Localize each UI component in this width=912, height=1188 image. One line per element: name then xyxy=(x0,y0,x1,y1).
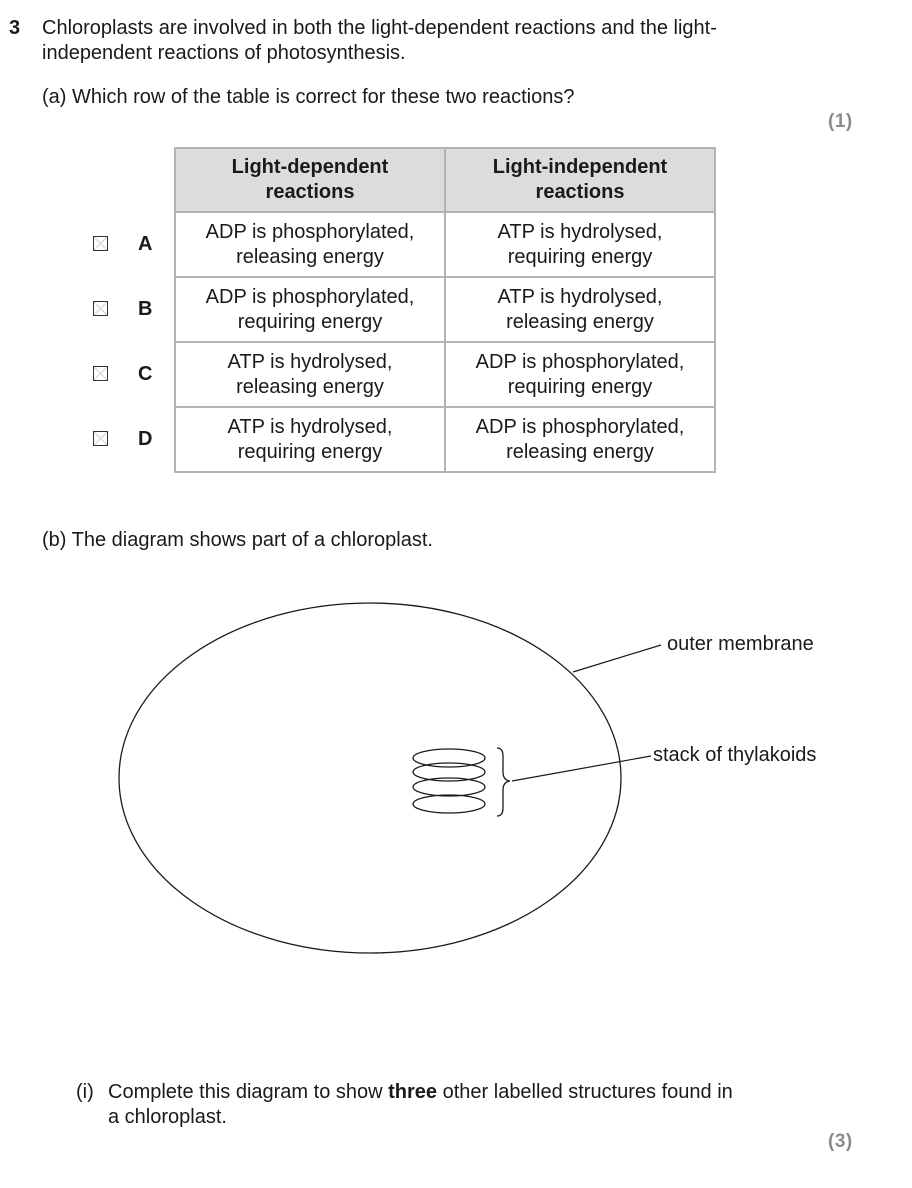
thylakoid-disc xyxy=(413,749,485,767)
table-header-row xyxy=(175,148,715,212)
table-cell: ADP is phosphorylated, requiring energy xyxy=(175,277,445,342)
part-b-prompt xyxy=(42,528,433,553)
outer-membrane-leader-line xyxy=(573,645,661,672)
part-b-i-text-after: other labelled structures found in xyxy=(437,1081,733,1103)
table-row xyxy=(175,212,715,277)
thylakoid-stack-label: stack of thylakoids xyxy=(653,744,817,766)
option-c-checkbox[interactable] xyxy=(93,366,108,381)
part-b-i-line-2: a chloroplast. xyxy=(108,1106,227,1128)
thylakoid-disc xyxy=(413,795,485,813)
table-row xyxy=(175,407,715,472)
stack-leader-line xyxy=(512,756,651,781)
table-cell: ATP is hydrolysed, releasing energy xyxy=(175,342,445,407)
part-b-i-prompt xyxy=(76,1080,733,1130)
outer-membrane-label: outer membrane xyxy=(667,633,814,655)
option-b-letter: B xyxy=(138,298,153,320)
option-c-letter: C xyxy=(138,363,153,385)
header-light-independent: Light-independent reactions xyxy=(445,148,715,212)
chloroplast-outer-membrane xyxy=(119,603,621,953)
option-b-checkbox[interactable] xyxy=(93,301,108,316)
question-stem-line-2: independent reactions of photosynthesis. xyxy=(42,42,406,64)
thylakoid-disc xyxy=(413,763,485,781)
question-stem-line-1: Chloroplasts are involved in both the light-dependent reactions and the light- xyxy=(42,17,717,39)
part-b-i-text-before: Complete this diagram to show xyxy=(108,1081,389,1103)
part-a-text: Which row of the table is correct for these two reactions? xyxy=(72,86,575,108)
header-light-dependent: Light-dependent reactions xyxy=(175,148,445,212)
table-row xyxy=(175,342,715,407)
table-row xyxy=(175,277,715,342)
thylakoid-disc xyxy=(413,778,485,796)
thylakoid-stack xyxy=(413,749,485,813)
thylakoid-bracket xyxy=(497,748,510,816)
table-cell: ATP is hydrolysed, requiring energy xyxy=(175,407,445,472)
option-a-letter: A xyxy=(138,233,153,255)
part-b-i-label: (i) xyxy=(76,1081,94,1103)
part-a-marks: (1) xyxy=(828,111,853,132)
option-d-letter: D xyxy=(138,428,153,450)
table-cell: ADP is phosphorylated, releasing energy xyxy=(445,407,715,472)
part-b-label: (b) xyxy=(42,529,67,551)
table-cell: ATP is hydrolysed, requiring energy xyxy=(445,212,715,277)
question-number: 3 xyxy=(9,17,21,39)
part-b-i-text-bold: three xyxy=(388,1081,438,1103)
part-b-text: The diagram shows part of a chloroplast. xyxy=(71,529,433,551)
option-d-checkbox[interactable] xyxy=(93,431,108,446)
option-a-checkbox[interactable] xyxy=(93,236,108,251)
table-cell: ADP is phosphorylated, releasing energy xyxy=(175,212,445,277)
table-cell: ADP is phosphorylated, requiring energy xyxy=(445,342,715,407)
part-a-prompt xyxy=(42,85,574,110)
question-stem xyxy=(42,16,802,66)
answer-table xyxy=(174,147,716,473)
table-cell: ATP is hydrolysed, releasing energy xyxy=(445,277,715,342)
part-b-i-marks: (3) xyxy=(828,1131,853,1152)
part-a-label: (a) xyxy=(42,86,67,108)
